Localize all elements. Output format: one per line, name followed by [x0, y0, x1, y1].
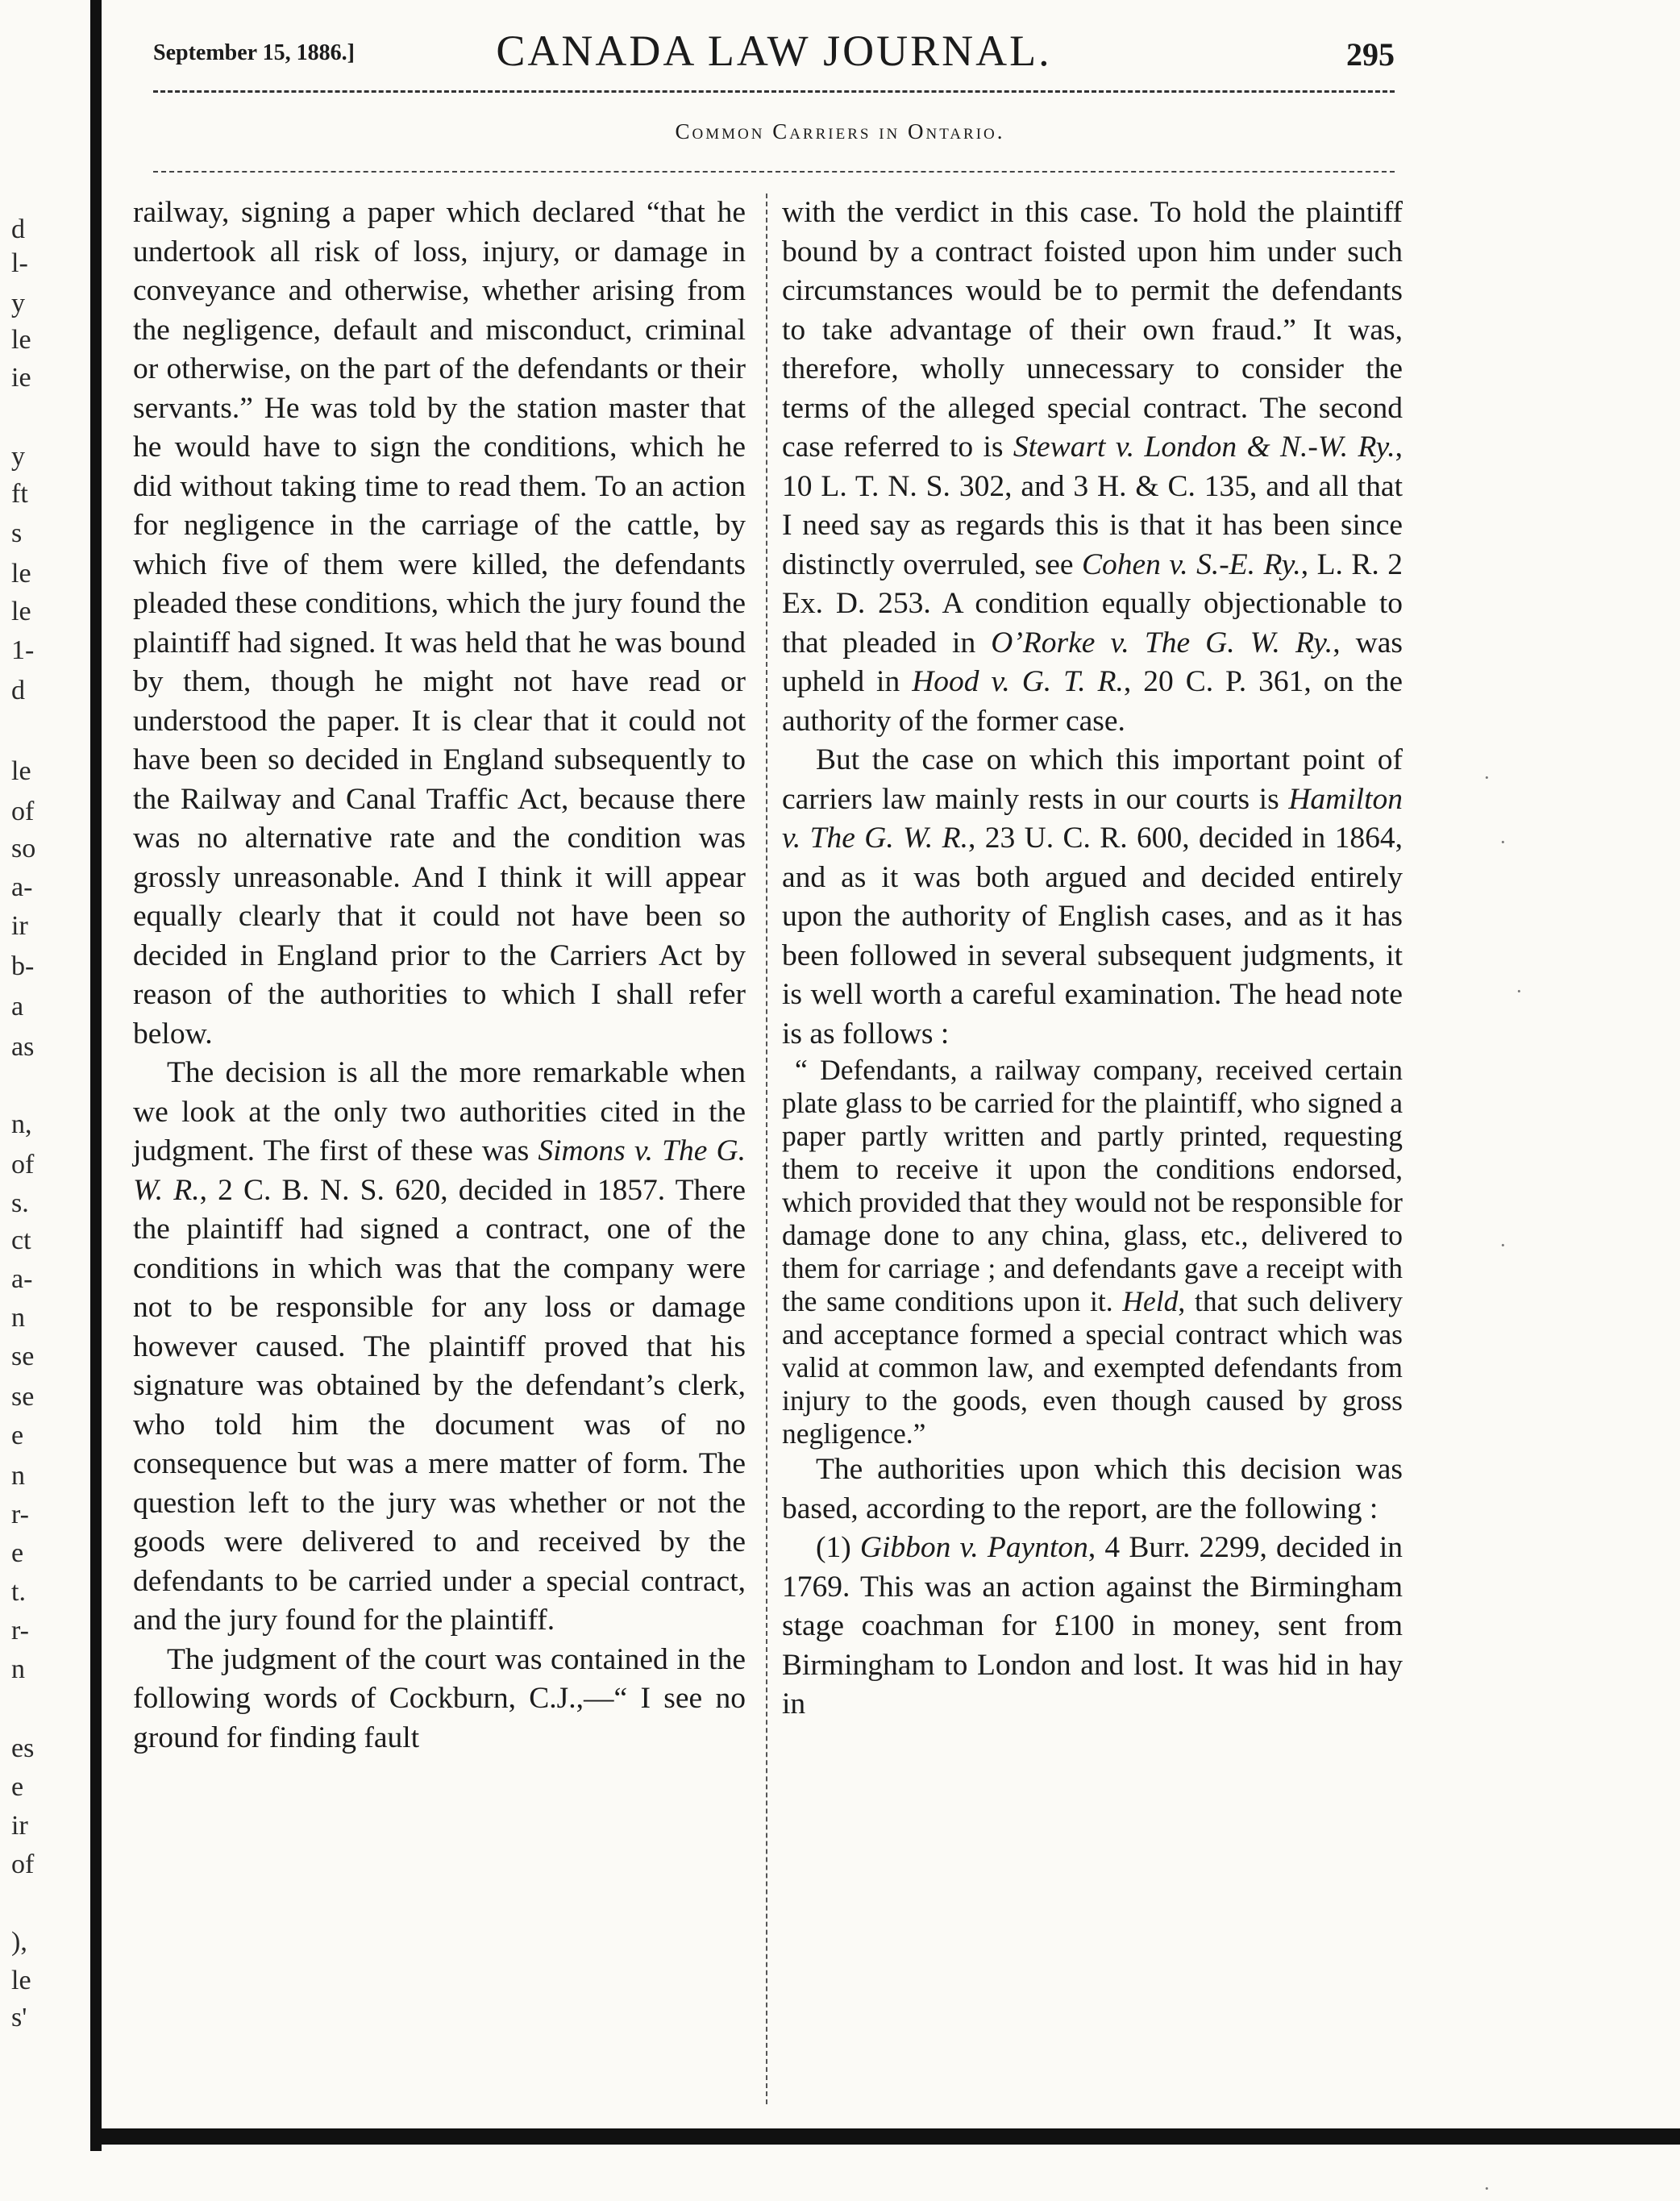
- margin-fragment: a-: [11, 872, 33, 902]
- margin-fragment: so: [11, 834, 36, 863]
- margin-fragment: l-: [11, 248, 28, 278]
- margin-fragment: e: [11, 1538, 24, 1568]
- left-paragraph-2: [133, 1054, 746, 1641]
- margin-fragment: le: [11, 756, 31, 786]
- right-paragraph-1-text-c: , L. R. 2 Ex. D. 253. A condition equally objectionable to that pleaded in: [782, 547, 1403, 659]
- speck: ·: [1483, 2177, 1491, 2200]
- head-note-quote: [782, 1054, 1403, 1450]
- speck: ·: [1483, 766, 1491, 789]
- right-paragraph-4-text-a: (1): [816, 1531, 860, 1564]
- margin-fragment: ie: [11, 363, 31, 393]
- head-note-text-a: “ Defendants, a railway company, received certain plate glass to be carried for the plaintiff, who signed a paper partly written and partly printed, requesting them to receive it upon the conditions endorsed, which provided that they would not be responsible for damage done to any china, glass, etc., delivered to them for carriage ; and defendants gave a receipt with the same conditions upon it.: [782, 1054, 1403, 1317]
- speck: ·: [1499, 830, 1507, 854]
- right-paragraph-4: [782, 1529, 1403, 1725]
- margin-fragment: r-: [11, 1616, 29, 1646]
- case-citation-hamilton: Hamilton v. The G. W. R.: [782, 782, 1403, 855]
- margin-fragment: e: [11, 1772, 24, 1802]
- margin-fragment: y: [11, 442, 25, 472]
- page-header: [153, 24, 1395, 81]
- speck: ·: [1499, 1234, 1507, 1257]
- margin-fragment: a: [11, 992, 24, 1021]
- right-paragraph-2: [782, 741, 1403, 1054]
- margin-fragment: r-: [11, 1500, 29, 1529]
- margin-fragment: n: [11, 1654, 25, 1684]
- case-citation-gibbon: Gibbon v. Paynton: [859, 1531, 1088, 1564]
- margin-fragment: ir: [11, 1811, 28, 1841]
- left-border: [90, 0, 102, 2151]
- margin-fragment: n,: [11, 1109, 32, 1139]
- margin-fragment: of: [11, 1150, 35, 1180]
- margin-fragment: as: [11, 1032, 35, 1062]
- page-number: 295: [1346, 36, 1395, 73]
- margin-fragment: d: [11, 214, 25, 244]
- right-paragraph-2-text-b: , 23 U. C. R. 600, decided in 1864, and as it was both argued and decided entirely upon the authority of English cases, and as it has been followed in several subsequent judgments, it is well worth a careful examination. The head note is as follows :: [782, 822, 1403, 1051]
- header-date: September 15, 1886.]: [153, 40, 355, 65]
- margin-fragment: b-: [11, 951, 35, 981]
- margin-fragment: d: [11, 676, 25, 705]
- margin-fragment: 1-: [11, 635, 35, 665]
- speck: ·: [1516, 980, 1523, 1003]
- bottom-border: [90, 2128, 1680, 2145]
- running-head-rule: [153, 171, 1395, 173]
- column-divider: [766, 193, 767, 2104]
- case-citation-hood: Hood v. G. T. R.: [912, 665, 1124, 698]
- right-paragraph-1-text-b: , 10 L. T. N. S. 302, and 3 H. & C. 135, and all that I need say as regards this is that it has been since distinctly overruled, see: [782, 431, 1403, 581]
- margin-fragment: of: [11, 1849, 35, 1879]
- right-paragraph-1-text-a: with the verdict in this case. To hold the plaintiff bound by a contract foisted upon him under such circumstances would be to permit the defendants to take advantage of their own fraud.” It was, therefore, wholly unnecessary to consider the terms of the alleged special contract. The second case referred to is: [782, 196, 1403, 464]
- right-paragraph-1: [782, 193, 1403, 741]
- margin-fragment: s: [11, 518, 23, 548]
- left-paragraph-2-text-a: The decision is all the more remarkable when we look at the only two authorities cited in the judgment. The first of these was: [133, 1056, 746, 1167]
- left-margin-bleed: [0, 0, 90, 2151]
- margin-fragment: se: [11, 1342, 35, 1371]
- case-citation-simons: Simons v. The G. W. R.: [133, 1134, 746, 1207]
- margin-fragment: y: [11, 289, 25, 318]
- margin-fragment: n: [11, 1303, 25, 1333]
- header-rule: [153, 90, 1395, 93]
- case-citation-stewart: Stewart v. London & N.-W. Ry.: [1013, 431, 1395, 464]
- right-column: [782, 193, 1403, 1725]
- margin-fragment: es: [11, 1733, 35, 1763]
- case-citation-ororke: O’Rorke v. The G. W. Ry.: [991, 626, 1333, 659]
- right-paragraph-1-text-e: , 20 C. P. 361, on the authority of the former case.: [782, 665, 1403, 738]
- left-paragraph-1: railway, signing a paper which declared “that he undertook all risk of loss, injury, or damage in conveyance and otherwise, whether arising from the negligence, default and misconduct, criminal or otherwise, on the part of the defendants or their servants.” He was told by the station master that he would have to sign the conditions, which he did without taking time to read them. To an action for negligence in the carriage of the cattle, by which five of them were killed, the defendants pleaded these conditions, which the jury found the plaintiff had signed. It was held that he was bound by them, though he might not have read or understood the paper. It is clear that it could not have been so decided in England subsequently to the Railway and Canal Traffic Act, because there was no alternative rate and the condition was grossly unreasonable. And I think it will appear equally clearly that it could not have been so decided in England prior to the Carriers Act by reason of the authorities to which I shall refer below.: [133, 196, 746, 1051]
- margin-fragment: ft: [11, 479, 28, 509]
- right-paragraph-2-text-a: But the case on which this important point of carriers law mainly rests in our courts is: [782, 743, 1403, 816]
- left-paragraph-3: The judgment of the court was contained in the following words of Cockburn, C.J.,—“ I see no ground for finding fault: [133, 1642, 746, 1754]
- journal-title: CANADA LAW JOURNAL.: [496, 27, 1052, 75]
- margin-fragment: se: [11, 1382, 35, 1412]
- left-paragraph-2-text-b: , 2 C. B. N. S. 620, decided in 1857. There the plaintiff had signed a contract, one of the conditions in which was that the company were not to be responsible for any loss or damage however caused. The plaintiff proved that his signature was obtained by the defendant’s clerk, who told him the document was of no consequence but was a mere matter of form. The question left to the jury was whether or not the goods were delivered to and received by the defendants to be carried under a special contract, and the jury found for the plaintiff.: [133, 1173, 746, 1637]
- case-citation-cohen: Cohen v. S.-E. Ry.: [1082, 547, 1301, 581]
- margin-fragment: of: [11, 797, 35, 826]
- margin-fragment: ),: [11, 1927, 27, 1957]
- left-column: [133, 193, 746, 1758]
- margin-fragment: s': [11, 2003, 27, 2032]
- right-paragraph-3: The authorities upon which this decision was based, according to the report, are the following :: [782, 1453, 1403, 1525]
- right-paragraph-4-text-b: , 4 Burr. 2299, decided in 1769. This was an action against the Birmingham stage coachman for £100 in money, sent from Birmingham to London and lost. It was hid in hay in: [782, 1531, 1403, 1720]
- margin-fragment: s.: [11, 1188, 29, 1218]
- margin-fragment: le: [11, 559, 31, 589]
- margin-fragment: ir: [11, 911, 28, 941]
- margin-fragment: t.: [11, 1577, 26, 1607]
- margin-fragment: n: [11, 1461, 25, 1491]
- right-paragraph-1-text-d: , was upheld in: [782, 626, 1403, 698]
- margin-fragment: a-: [11, 1264, 33, 1294]
- margin-fragment: le: [11, 325, 31, 355]
- margin-fragment: le: [11, 597, 31, 626]
- margin-fragment: e: [11, 1421, 24, 1450]
- margin-fragment: le: [11, 1966, 31, 1995]
- head-note-text-b: , that such delivery and acceptance formed a special contract which was valid at common law, and exempted defendants from injury to the goods, even though caused by gross negligence.”: [782, 1285, 1403, 1450]
- running-head: Common Carriers in Ontario.: [675, 119, 1005, 144]
- held-label: Held: [1122, 1285, 1179, 1317]
- margin-fragment: ct: [11, 1225, 31, 1255]
